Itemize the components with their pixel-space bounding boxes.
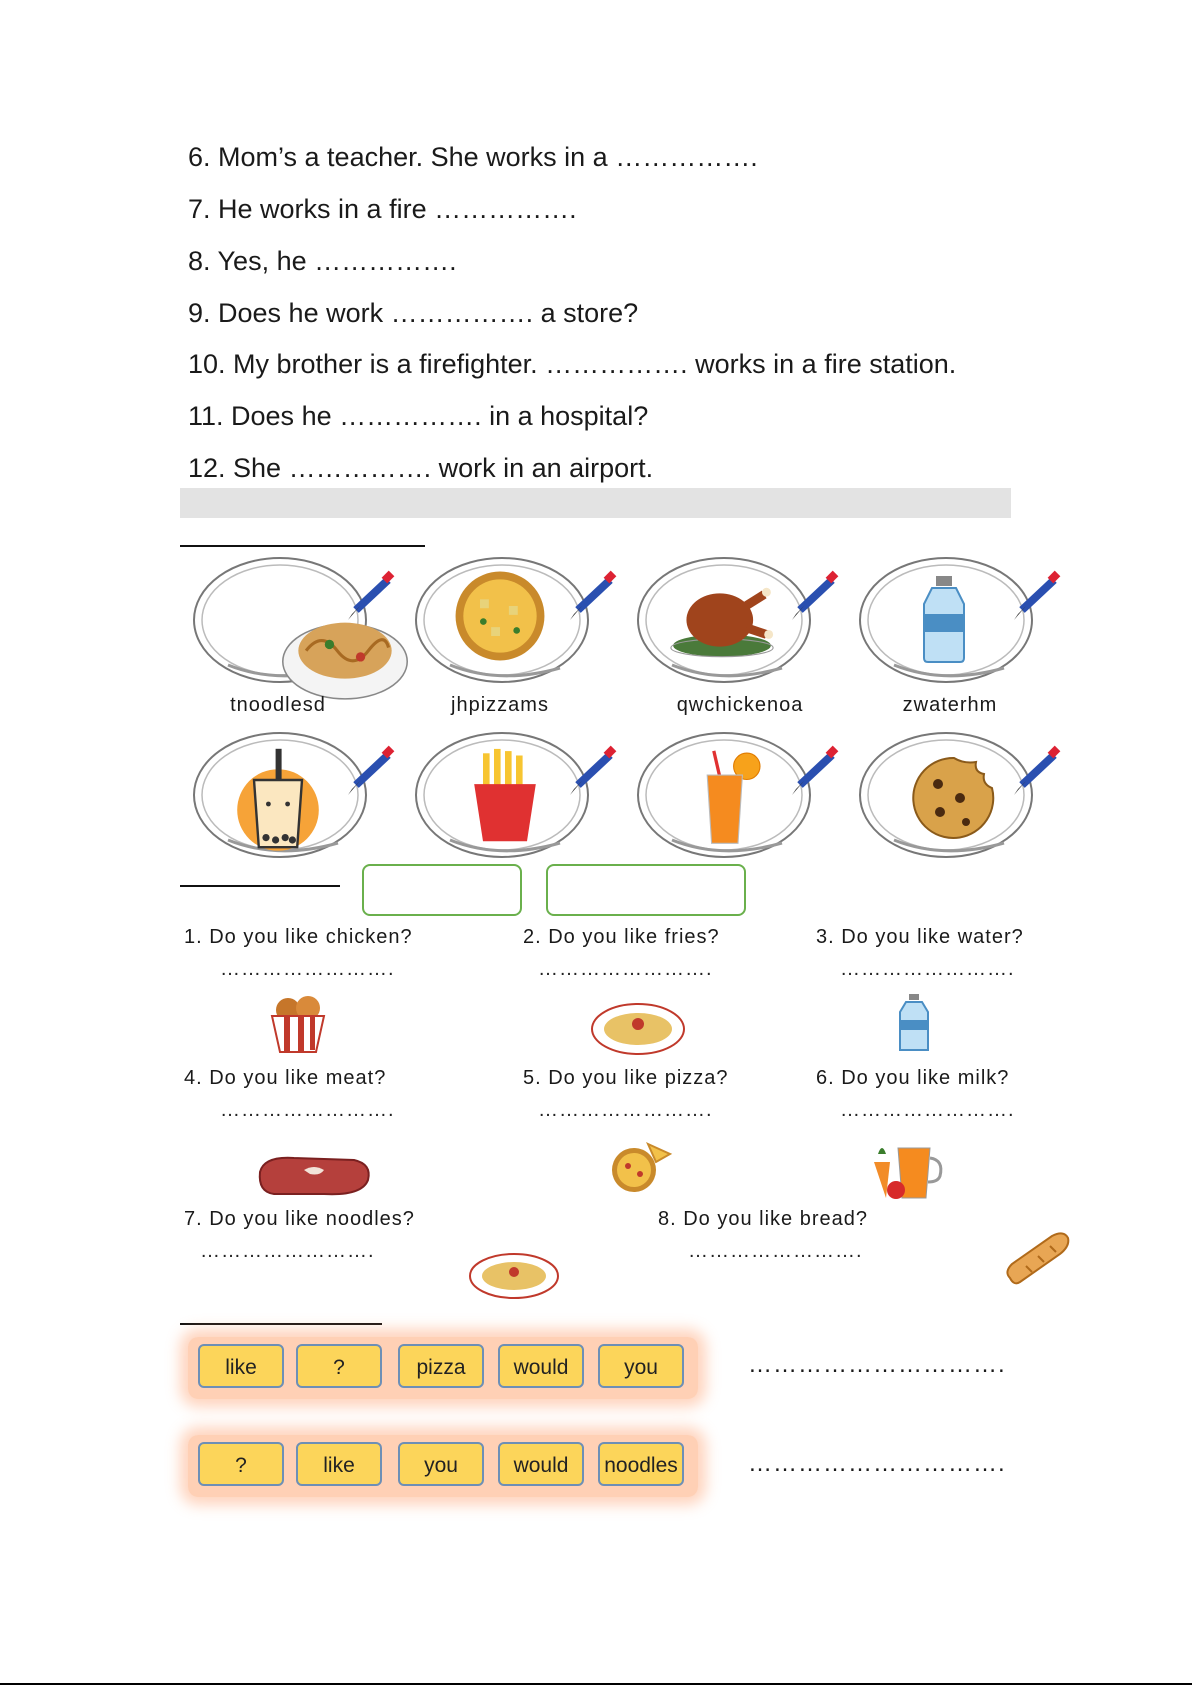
pencil-icon <box>792 746 838 795</box>
steak-icon <box>254 1152 374 1200</box>
pencil-icon <box>570 571 616 620</box>
spaghetti-plate-icon <box>590 1002 686 1056</box>
pencil-icon <box>348 746 394 795</box>
plate-orange-juice <box>632 725 842 865</box>
water-bottle-small-icon <box>896 992 932 1054</box>
sentence-12: 12. She ……………. work in an airport. <box>188 453 654 483</box>
scrambled-word-1: tnoodlesd <box>230 694 326 716</box>
answer-line-5[interactable]: ……………………. <box>538 1099 713 1121</box>
sentence-8: 8. Yes, he ……………. <box>188 246 457 276</box>
word-tile[interactable]: noodles <box>598 1442 684 1486</box>
plate-pizza <box>410 550 620 690</box>
pizza-icon <box>440 566 560 666</box>
answer-line-1[interactable]: ……………………. <box>220 958 395 980</box>
question-7: 7. Do you like noodles? <box>184 1208 415 1230</box>
question-6: 6. Do you like milk? <box>816 1067 1010 1089</box>
answer-line-8[interactable]: ……………………. <box>688 1240 863 1262</box>
plate-bubble-tea <box>188 725 398 865</box>
answer-line-2[interactable]: ……………………. <box>538 958 713 980</box>
sentence-11: 11. Does he ……………. in a hospital? <box>188 401 649 431</box>
plate-water <box>854 550 1064 690</box>
question-2: 2. Do you like fries? <box>523 926 720 948</box>
question-1: 1. Do you like chicken? <box>184 926 413 948</box>
word-tile[interactable]: ? <box>198 1442 284 1486</box>
juice-and-vegetables-icon <box>864 1132 954 1202</box>
question-3: 3. Do you like water? <box>816 926 1024 948</box>
bread-icon <box>1002 1228 1072 1288</box>
section-heading-rule-2 <box>180 885 340 887</box>
question-4: 4. Do you like meat? <box>184 1067 387 1089</box>
word-tile[interactable]: like <box>296 1442 382 1486</box>
sentence-9: 9. Does he work ……………. a store? <box>188 298 639 328</box>
scrambled-word-3: qwchickenoa <box>676 694 804 716</box>
answer-line-7[interactable]: ……………………. <box>200 1240 375 1262</box>
word-tile[interactable]: you <box>598 1344 684 1388</box>
section-heading-rule-3 <box>180 1323 382 1325</box>
pizza-slices-icon <box>600 1140 676 1192</box>
scrambled-word-4: zwaterhm <box>902 694 998 716</box>
plate-chicken <box>632 550 842 690</box>
section-heading-rule <box>180 545 425 547</box>
scramble-answer-1[interactable]: …………………………. <box>748 1351 1006 1378</box>
sentence-10: 10. My brother is a firefighter. ……………. works in a fire station. <box>188 349 957 379</box>
fries-icon <box>450 739 560 849</box>
word-tile[interactable]: ? <box>296 1344 382 1388</box>
word-tile[interactable]: you <box>398 1442 484 1486</box>
hint-box-no <box>546 864 746 916</box>
answer-line-3[interactable]: ……………………. <box>840 958 1015 980</box>
gray-separator-bar <box>180 488 1011 518</box>
scramble-answer-2[interactable]: …………………………. <box>748 1450 1006 1477</box>
spaghetti-plate-2-icon <box>468 1252 560 1300</box>
pencil-icon <box>1014 746 1060 795</box>
pencil-icon <box>570 746 616 795</box>
orange-juice-icon <box>672 741 782 851</box>
plate-fries <box>410 725 620 865</box>
plate-cookie <box>854 725 1064 865</box>
roast-chicken-icon <box>662 570 782 670</box>
question-8: 8. Do you like bread? <box>658 1208 869 1230</box>
word-tile[interactable]: like <box>198 1344 284 1388</box>
sentence-7: 7. He works in a fire ……………. <box>188 194 577 224</box>
hint-box-yes <box>362 864 522 916</box>
bubble-tea-icon <box>218 743 338 853</box>
plate-noodles <box>188 550 398 690</box>
word-tile[interactable]: would <box>498 1442 584 1486</box>
scramble-row-1 <box>188 1337 698 1399</box>
pencil-icon <box>1014 571 1060 620</box>
cookie-icon <box>904 745 1004 845</box>
scramble-row-2 <box>188 1435 698 1497</box>
answer-line-4[interactable]: ……………………. <box>220 1099 395 1121</box>
pencil-icon <box>792 571 838 620</box>
sentence-6: 6. Mom’s a teacher. She works in a ……………. <box>188 142 758 172</box>
answer-line-6[interactable]: ……………………. <box>840 1099 1015 1121</box>
word-tile[interactable]: would <box>498 1344 584 1388</box>
word-tile[interactable]: pizza <box>398 1344 484 1388</box>
fried-chicken-bucket-icon <box>262 994 334 1054</box>
question-5: 5. Do you like pizza? <box>523 1067 729 1089</box>
scrambled-word-2: jhpizzams <box>451 694 549 716</box>
water-bottle-icon <box>894 564 994 674</box>
